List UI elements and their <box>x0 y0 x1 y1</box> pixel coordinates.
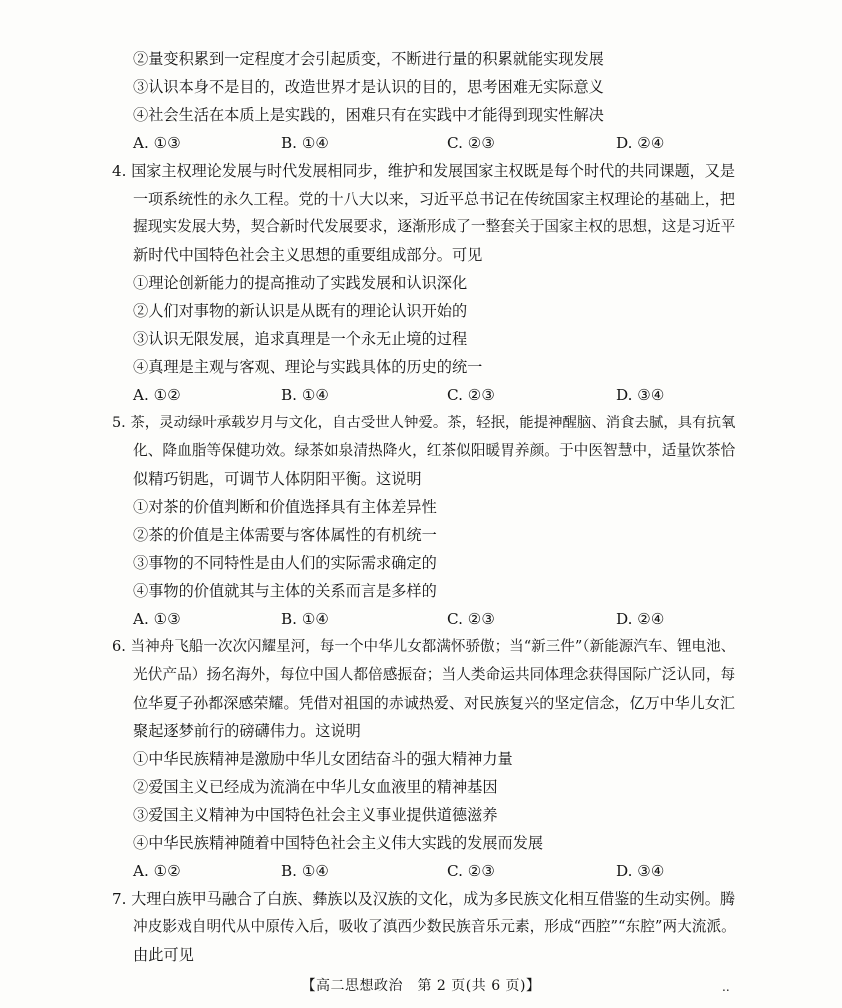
q6-statement-1: ①中华民族精神是激励中华儿女团结奋斗的强大精神力量 <box>133 750 513 768</box>
q5-statement-4: ④事物的价值就其与主体的关系而言是多样的 <box>133 582 437 600</box>
q4-options <box>133 385 693 405</box>
q3-option-b[interactable]: B. ①④ <box>281 134 330 152</box>
q4-stem-line-3: 握现实发展大势，契合新时代发展要求，逐渐形成了一整套关于国家主权的思想，这是习近平 <box>133 218 736 235</box>
q6-stem-line-4: 聚起逐梦前行的磅礴伟力。这说明 <box>133 722 361 740</box>
q4-statement-1: ①理论创新能力的提高推动了实践发展和认识深化 <box>133 274 468 292</box>
q6-statement-3: ③爱国主义精神为中国特色社会主义事业提供道德滋养 <box>133 806 498 824</box>
footer-mark: .. <box>722 980 730 994</box>
q5-stem-line-2: 化、降血脂等保健功效。绿茶如泉清热降火，红茶似阳暖胃养颜。于中医智慧中，适量饮茶恰 <box>133 442 736 459</box>
q3-options <box>133 133 693 153</box>
q5-option-d[interactable]: D. ②④ <box>616 610 665 628</box>
q3-option-c[interactable]: C. ②③ <box>447 134 495 152</box>
page-footer: 【高二思想政治 第 2 页(共 6 页)】 <box>301 978 541 994</box>
q6-option-c[interactable]: C. ②③ <box>447 862 495 880</box>
q4-statement-2: ②人们对事物的新认识是从既有的理论认识开始的 <box>133 302 468 320</box>
q6-option-d[interactable]: D. ③④ <box>616 862 665 880</box>
q4-option-a[interactable]: A. ①② <box>133 386 181 404</box>
q3-option-a[interactable]: A. ①③ <box>133 134 181 152</box>
q3-statement-2: ②量变积累到一定程度才会引起质变，不断进行量的积累就能实现发展 <box>133 50 604 68</box>
q6-option-b[interactable]: B. ①④ <box>281 862 330 880</box>
q5-option-b[interactable]: B. ①④ <box>281 610 330 628</box>
q7-stem-line-1: 7. 大理白族甲马融合了白族、彝族以及汉族的文化，成为多民族文化相互借鉴的生动实例。腾 <box>112 890 735 908</box>
q5-option-a[interactable]: A. ①③ <box>133 610 181 628</box>
q6-options <box>133 861 693 881</box>
q5-options <box>133 609 693 629</box>
q6-option-a[interactable]: A. ①② <box>133 862 181 880</box>
q3-statement-3: ③认识本身不是目的，改造世界才是认识的目的，思考困难无实际意义 <box>133 78 604 96</box>
q4-stem-line-1: 4. 国家主权理论发展与时代发展相同步，维护和发展国家主权既是每个时代的共同课题，又是 <box>112 162 735 180</box>
q5-statement-3: ③事物的不同特性是由人们的实际需求确定的 <box>133 554 437 572</box>
q3-statement-4: ④社会生活在本质上是实践的，困难只有在实践中才能得到现实性解决 <box>133 106 604 124</box>
q6-stem-line-3: 位华夏子孙都深感荣耀。凭借对祖国的赤诚热爱、对民族复兴的坚定信念，亿万中华儿女汇 <box>133 694 735 712</box>
q6-statement-4: ④中华民族精神随着中国特色社会主义伟大实践的发展而发展 <box>133 834 544 852</box>
q4-option-d[interactable]: D. ③④ <box>616 386 665 404</box>
q6-stem-line-1: 6. 当神舟飞船一次次闪耀星河，每一个中华儿女都满怀骄傲；当“新三件”（新能源汽车、锂电池、 <box>112 638 736 655</box>
q5-stem-line-3: 似精巧钥匙，可调节人体阴阳平衡。这说明 <box>133 470 422 488</box>
q4-statement-4: ④真理是主观与客观、理论与实践具体的历史的统一 <box>133 358 483 376</box>
q7-stem-line-2: 冲皮影戏自明代从中原传入后，吸收了滇西少数民族音乐元素，形成“西腔”“东腔”两大流派。 <box>133 918 736 935</box>
q6-stem-line-2: 光伏产品）扬名海外，每位中国人都倍感振奋；当人类命运共同体理念获得国际广泛认同，每 <box>133 666 736 683</box>
q4-stem-line-2: 一项系统性的永久工程。党的十八大以来，习近平总书记在传统国家主权理论的基础上，把 <box>133 190 735 208</box>
q4-option-b[interactable]: B. ①④ <box>281 386 330 404</box>
q5-statement-1: ①对茶的价值判断和价值选择具有主体差异性 <box>133 498 437 516</box>
q4-option-c[interactable]: C. ②③ <box>447 386 495 404</box>
q3-option-d[interactable]: D. ②④ <box>616 134 665 152</box>
q5-option-c[interactable]: C. ②③ <box>447 610 495 628</box>
q5-statement-2: ②茶的价值是主体需要与客体属性的有机统一 <box>133 526 437 544</box>
q4-stem-line-4: 新时代中国特色社会主义思想的重要组成部分。可见 <box>133 246 483 264</box>
q6-statement-2: ②爱国主义已经成为流淌在中华儿女血液里的精神基因 <box>133 778 498 796</box>
q4-statement-3: ③认识无限发展，追求真理是一个永无止境的过程 <box>133 330 468 348</box>
q5-stem-line-1: 5. 茶，灵动绿叶承载岁月与文化，自古受世人钟爱。茶，轻抿，能提神醒脑、消食去腻，具有抗氧 <box>112 415 736 431</box>
q7-stem-line-3: 由此可见 <box>133 946 194 964</box>
